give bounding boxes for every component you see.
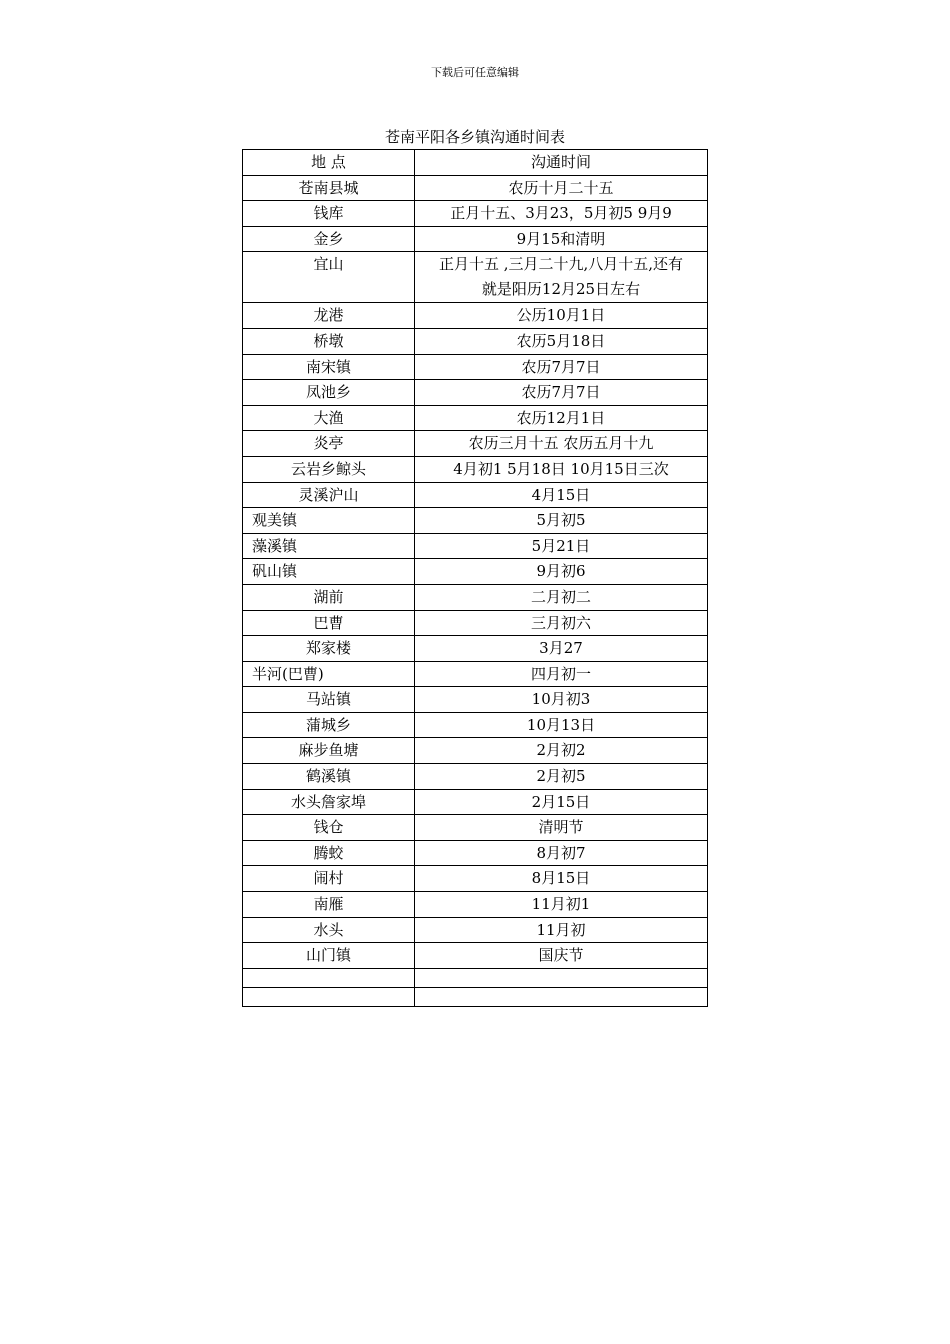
time-cell: 8月初7 (415, 840, 708, 866)
time-cell: 5月21日 (415, 533, 708, 559)
page-header: 下载后可任意编辑 (431, 66, 519, 79)
place-cell: 郑家楼 (243, 636, 415, 662)
header-place: 地 点 (243, 150, 415, 176)
time-cell: 国庆节 (415, 943, 708, 969)
place-cell: 灵溪沪山 (243, 482, 415, 508)
place-cell: 金乡 (243, 226, 415, 252)
time-cell: 三月初六 (415, 610, 708, 636)
table-row (243, 533, 708, 559)
place-cell: 鹤溪镇 (243, 764, 415, 790)
empty-row (243, 968, 708, 987)
table-row (243, 482, 708, 508)
place-cell: 水头 (243, 917, 415, 943)
table-row (243, 175, 708, 201)
table-row (243, 712, 708, 738)
time-cell: 2月初5 (415, 764, 708, 790)
place-cell: 凤池乡 (243, 380, 415, 406)
table-row (243, 661, 708, 687)
place-cell: 观美镇 (243, 508, 415, 534)
time-cell: 农历7月7日 (415, 380, 708, 406)
place-cell: 钱仓 (243, 815, 415, 841)
empty-cell (415, 987, 708, 1006)
table-row (243, 840, 708, 866)
table-row (243, 738, 708, 764)
place-cell: 蒲城乡 (243, 712, 415, 738)
place-cell: 矾山镇 (243, 559, 415, 585)
table-header-row (243, 150, 708, 176)
time-cell: 8月15日 (415, 866, 708, 892)
table-row (243, 431, 708, 457)
table-row (243, 610, 708, 636)
time-cell: 9月15和清明 (415, 226, 708, 252)
table-row (243, 917, 708, 943)
table-row (243, 328, 708, 354)
place-cell: 钱库 (243, 201, 415, 227)
place-cell: 湖前 (243, 584, 415, 610)
time-cell: 公历10月1日 (415, 303, 708, 329)
table-row (243, 815, 708, 841)
time-cell: 农历7月7日 (415, 354, 708, 380)
table-row (243, 252, 708, 303)
table-row (243, 456, 708, 482)
place-cell: 藻溪镇 (243, 533, 415, 559)
table-row (243, 764, 708, 790)
table-row (243, 201, 708, 227)
time-cell: 9月初6 (415, 559, 708, 585)
time-cell: 农历十月二十五 (415, 175, 708, 201)
place-cell: 南宋镇 (243, 354, 415, 380)
place-cell: 山门镇 (243, 943, 415, 969)
table-row (243, 354, 708, 380)
table-row (243, 508, 708, 534)
place-cell: 宜山 (243, 252, 415, 303)
time-cell: 11月初1 (415, 892, 708, 918)
time-cell: 农历12月1日 (415, 405, 708, 431)
table-row (243, 584, 708, 610)
table-row (243, 943, 708, 969)
time-cell: 二月初二 (415, 584, 708, 610)
table-row (243, 866, 708, 892)
place-cell: 闹村 (243, 866, 415, 892)
time-line-1: 正月十五 ,三月二十九,八月十五,还有 (438, 255, 684, 274)
time-cell: 2月15日 (415, 789, 708, 815)
time-cell: 4月15日 (415, 482, 708, 508)
time-cell: 3月27 (415, 636, 708, 662)
time-cell: 5月初5 (415, 508, 708, 534)
time-cell: 4月初1 5月18日 10月15日三次 (415, 456, 708, 482)
time-cell (415, 252, 708, 303)
header-time: 沟通时间 (415, 150, 708, 176)
schedule-table (242, 149, 708, 1007)
empty-row (243, 987, 708, 1006)
table-row (243, 303, 708, 329)
empty-cell (243, 968, 415, 987)
time-line-2: 就是阳历12月25日左右 (481, 280, 641, 299)
place-cell: 云岩乡鲸头 (243, 456, 415, 482)
time-cell: 正月十五、3月23，5月初5 9月9 (415, 201, 708, 227)
table-row (243, 380, 708, 406)
empty-cell (415, 968, 708, 987)
place-cell: 南雁 (243, 892, 415, 918)
place-cell: 大渔 (243, 405, 415, 431)
place-cell: 炎亭 (243, 431, 415, 457)
place-cell: 马站镇 (243, 687, 415, 713)
table-row (243, 405, 708, 431)
table-row (243, 892, 708, 918)
place-cell: 麻步鱼塘 (243, 738, 415, 764)
time-cell: 农历5月18日 (415, 328, 708, 354)
table-row (243, 559, 708, 585)
place-cell: 桥墩 (243, 328, 415, 354)
place-cell: 苍南县城 (243, 175, 415, 201)
place-cell: 龙港 (243, 303, 415, 329)
time-cell: 10月13日 (415, 712, 708, 738)
table-row (243, 226, 708, 252)
table-row (243, 636, 708, 662)
time-cell: 10月初3 (415, 687, 708, 713)
empty-cell (243, 987, 415, 1006)
place-cell: 水头詹家埠 (243, 789, 415, 815)
table-row (243, 789, 708, 815)
table-row (243, 687, 708, 713)
place-cell: 巴曹 (243, 610, 415, 636)
place-cell: 半河(巴曹) (243, 661, 415, 687)
time-cell: 11月初 (415, 917, 708, 943)
place-cell: 腾蛟 (243, 840, 415, 866)
document-title: 苍南平阳各乡镇沟通时间表 (384, 128, 565, 146)
time-cell: 清明节 (415, 815, 708, 841)
time-cell: 2月初2 (415, 738, 708, 764)
time-cell: 农历三月十五 农历五月十九 (415, 431, 708, 457)
time-cell: 四月初一 (415, 661, 708, 687)
